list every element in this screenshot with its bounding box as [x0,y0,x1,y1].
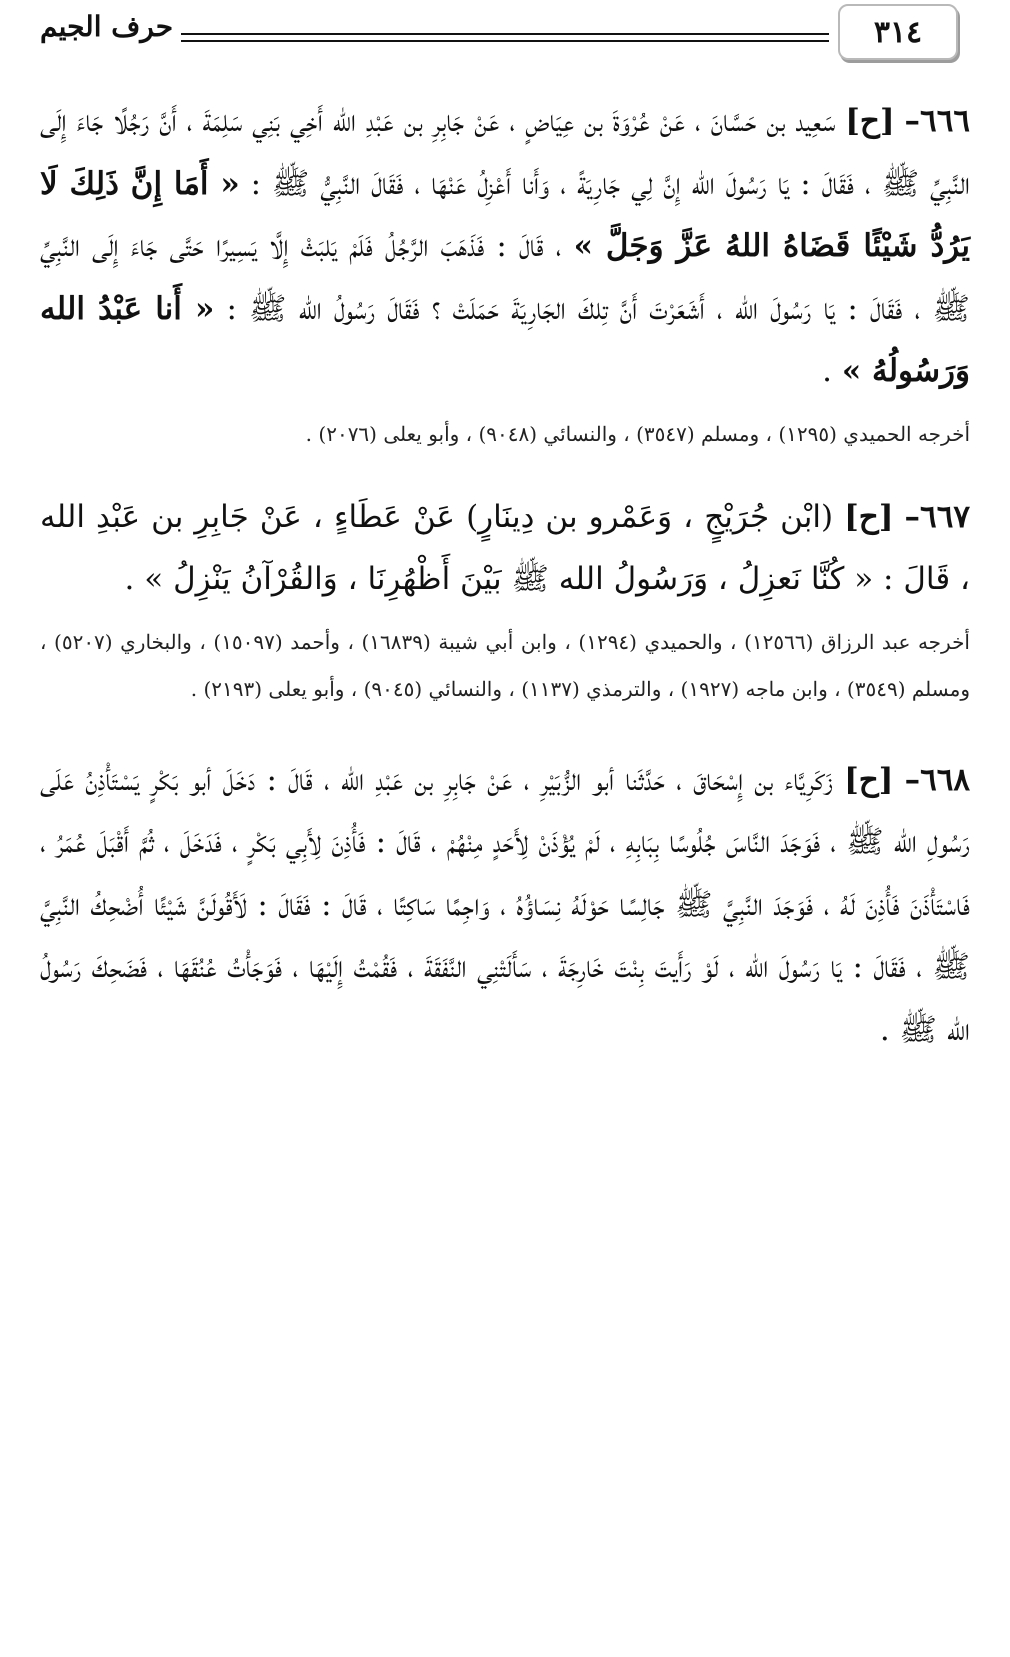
hadith-number: ٦٦٨– [904,761,971,798]
page-number: ٣١٤ [873,14,923,50]
page-header [0,0,1010,80]
section-title: حرف الجيم [40,10,173,43]
hadith-text [40,90,970,403]
page-content [40,90,970,1061]
hadith-grade: [ح] [844,498,894,535]
hadith-668 [40,749,970,1062]
hadith-end: . [822,353,832,389]
hadith-text [40,749,970,1062]
hadith-body: (ابْن جُرَيْجٍ ، وَعَمْرو بن دِينَارٍ) عَنْ عَطَاءٍ ، عَنْ جَابِرِ بن عَبْدِ الله ، قَالَ : « كُنَّا نَعزِلُ ، وَرَسُولُ الله ﷺ بَيْنَ أَظْهُرِنَا ، وَالقُرْآنُ يَنْزِلُ » . [40,498,970,597]
hadith-number: ٦٦٧– [904,498,970,535]
header-rule [181,40,829,42]
hadith-667 [40,486,970,611]
prophetic-quote: « أَمَا إِنَّ ذَلِكَ لَا يَرُدُّ شَيْئًا قَضَاهُ اللهُ عَزَّ وَجَلَّ » [40,165,970,264]
hadith-grade: [ح] [845,103,895,139]
hadith-continuation: ، قَالَ : فَذَهَبَ الرَّجُلُ فَلَمْ يَلبَثْ إِلَّا يَسِيرًا حَتَّى جَاءَ إِلَى النَّبِيِّ ﷺ ، فَقَالَ : يَا رَسُولَ الله ، أَشَعَرْتَ أَنَّ تِلكَ الجَارِيَةَ حَمَلَتْ ؟ فَقَالَ رَسُولُ الله ﷺ : [40,228,970,327]
hadith-grade: [ح] [844,761,894,798]
hadith-takhrij: أخرجه عبد الرزاق (١٢٥٦٦) ، والحميدي (١٢٩٤) ، وابن أبي شيبة (١٦٨٣٩) ، وأحمد (١٥٠٩٧) ، والبخاري (٥٢٠٧) ، ومسلم (٣٥٤٩) ، وابن ماجه (١٩٢٧) ، والترمذي (١١٣٧) ، والنسائي (٩٠٤٥) ، وأبو يعلى (٢١٩٣) . [40,629,970,701]
hadith-number: ٦٦٦– [904,103,970,139]
page-number-box [838,4,958,60]
hadith-isnad: سَعِيد بن حَسَّانَ ، عَنْ عُرْوَةَ بن عِيَاضٍ ، عَنْ جَابِرِ بن عَبْدِ الله أَخِي بَنِي سَلِمَةَ ، أَنَّ رَجُلًا جَاءَ إِلَى النَّبِيِّ ﷺ ، فَقَالَ : يَا رَسُولَ الله إِنَّ لِي جَارِيَةً ، وَأَنا أَعْزِلُ عَنْهَا ، فَقَالَ النَّبِيُّ ﷺ : [40,103,970,202]
hadith-text [40,486,970,611]
hadith-666 [40,90,970,403]
hadith-body: زَكَرِيَّاء بن إِسْحَاقَ ، حَدَّثَنا أبو الزُّبَيْرِ ، عَنْ جَابِرِ بن عَبْدِ الله ، قَالَ : دَخَلَ أبو بَكْرٍ يَسْتَأْذِنُ عَلَى رَسُولِ الله ﷺ ، فَوَجَدَ النَّاسَ جُلُوسًا بِبَابِهِ ، لَمْ يُؤْذَنْ لِأَحَدٍ مِنْهُمْ ، قَالَ : فَأُذِنَ لِأَبِي بَكْرٍ ، فَدَخَلَ ، ثُمَّ أَقْبَلَ عُمَرُ ، فَاسْتَأْذَنَ فَأُذِنَ لَهُ ، فَوَجَدَ النَّبِيَّ ﷺ جَالِسًا حَوْلَهُ نِسَاؤُهُ ، وَاجِمًا سَاكِتًا ، قَالَ : فَقَالَ : لَأَقُولَنَّ شَيْئًا أُضْحِكُ النَّبِيَّ ﷺ ، فَقَالَ : يَا رَسُولَ الله ، لَوْ رَأَيتَ بِنْتَ خَارِجَةَ ، سَأَلَتْنِي النَّفَقَةَ ، فَقُمْتُ إِلَيْهَا ، فَوَجَأْتُ عُنُقَهَا ، فَضَحِكَ رَسُولُ الله ﷺ . [40,761,970,1048]
hadith-takhrij: أخرجه الحميدي (١٢٩٥) ، ومسلم (٣٥٤٧) ، والنسائي (٩٠٤٨) ، وأبو يعلى (٢٠٧٦) . [305,421,970,446]
header-rule [181,33,829,35]
prophetic-quote: « أَنا عَبْدُ الله وَرَسُولُهُ » [40,290,970,389]
